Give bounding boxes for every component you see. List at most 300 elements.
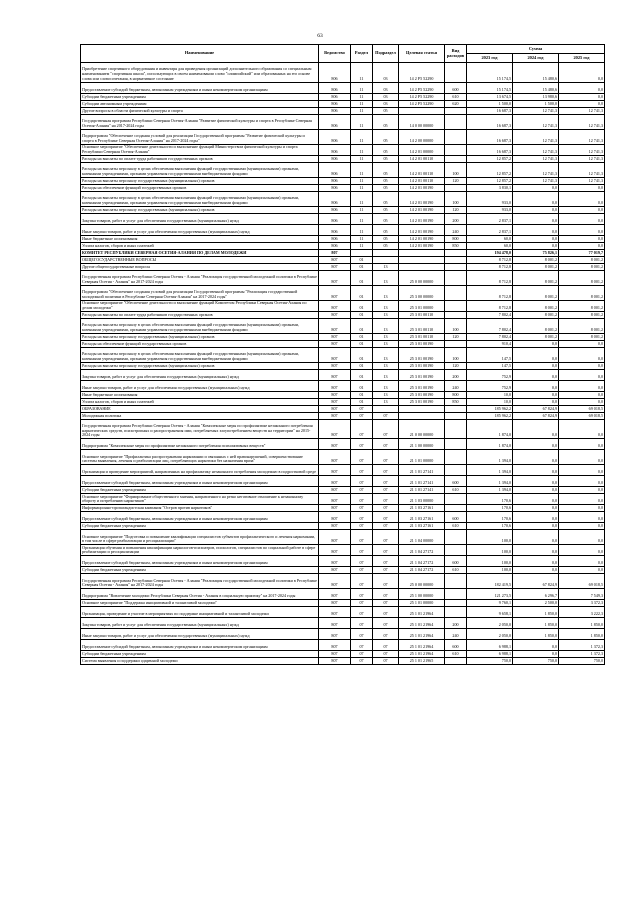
row-name: Расходы на выплаты персоналу в целях обеспечения выполнения функций государственными (муниципальными) органами, казенными учреждениями, органами управления государственными внебюджетными фондами: [81, 191, 319, 206]
row-vr: [445, 300, 467, 311]
row-value-2025: 8 001,2: [559, 300, 605, 311]
row-value-2025: 0,0: [559, 523, 605, 530]
row-value-2025: 12 741,3: [559, 155, 605, 162]
table-row: [81, 242, 605, 249]
table-row: [81, 285, 605, 300]
row-cs: 25 3 01 00190: [399, 362, 445, 369]
row-vr: [445, 340, 467, 347]
row-razdel: 11: [351, 144, 373, 155]
row-vr: [445, 107, 467, 114]
row-ved: 807: [319, 487, 351, 494]
row-value-2025: 0,0: [559, 450, 605, 465]
row-razdel: 07: [351, 494, 373, 505]
row-cs: 25 1 01 00000: [399, 600, 445, 607]
row-name: Закупка товаров, работ и услуг для обеспечения государственных (муниципальных) нужд: [81, 213, 319, 224]
row-razdel: 11: [351, 235, 373, 242]
row-value-2023: 7 802,4: [467, 333, 513, 340]
row-razdel: 01: [351, 311, 373, 318]
row-ved: 807: [319, 285, 351, 300]
row-value-2024: 0,0: [513, 224, 559, 235]
row-name: Предоставление субсидий бюджетным, автономным учреждениям и иным некоммерческим организациям: [81, 476, 319, 487]
row-value-2024: 12 741,3: [513, 114, 559, 129]
row-ved: 807: [319, 318, 351, 333]
table-row: [81, 640, 605, 651]
row-value-2024: 75 826,1: [513, 249, 559, 256]
row-ved: 807: [319, 391, 351, 398]
table-row: [81, 100, 605, 107]
row-name: Государственная программа Республики Северная Осетия - Алания "Реализация государственной молодежной политики в Республике Северная Осетия - Алания" на 2017-2024 годы: [81, 270, 319, 285]
row-podrazdel: 07: [373, 658, 399, 665]
row-razdel: 01: [351, 380, 373, 391]
row-name: Расходы на выплаты персоналу в целях обеспечения выполнения функций государственными (муниципальными) органами, казенными учреждениями, органами управления государственными внебюджетными фондами: [81, 318, 319, 333]
row-value-2024: 0,0: [513, 439, 559, 450]
row-value-2023: 2 837,1: [467, 213, 513, 224]
table-row: [81, 589, 605, 600]
table-row: [81, 155, 605, 162]
row-value-2023: 6 988,1: [467, 651, 513, 658]
row-value-2024: 12 741,3: [513, 107, 559, 114]
row-value-2024: 8 001,2: [513, 285, 559, 300]
row-value-2025: 0,0: [559, 494, 605, 505]
row-razdel: 07: [351, 530, 373, 545]
row-razdel: [351, 249, 373, 256]
row-name: Уплата налогов, сборов и иных платежей: [81, 398, 319, 405]
table-row: [81, 380, 605, 391]
row-value-2025: 69 018,5: [559, 405, 605, 412]
row-value-2024: 0,0: [513, 191, 559, 206]
row-value-2025: 0,0: [559, 512, 605, 523]
row-value-2023: 100,0: [467, 567, 513, 574]
row-razdel: 01: [351, 347, 373, 362]
row-value-2023: 3 830,1: [467, 184, 513, 191]
row-value-2024: 12 741,3: [513, 177, 559, 184]
row-podrazdel: 07: [373, 600, 399, 607]
row-razdel: 11: [351, 129, 373, 144]
header-2025: 2025 год: [559, 54, 605, 63]
row-value-2025: 0,0: [559, 487, 605, 494]
row-name: Приобретение спортивного оборудования и инвентаря для приведения организаций дополнительного образования со специальным наименованием "спортивная школа", использующих в своем наименовании слово "олимпийский" или образованных на его основе слова или словосочетания, в нормативное состояние: [81, 63, 319, 83]
row-cs: [399, 263, 445, 270]
row-value-2024: 8 001,2: [513, 263, 559, 270]
row-vr: [445, 505, 467, 512]
row-vr: 610: [445, 93, 467, 100]
row-podrazdel: 07: [373, 465, 399, 476]
row-ved: 806: [319, 155, 351, 162]
row-vr: [445, 184, 467, 191]
row-ved: 806: [319, 242, 351, 249]
row-value-2024: 0,0: [513, 184, 559, 191]
row-value-2023: 121 273,5: [467, 589, 513, 600]
row-value-2025: 0,0: [559, 476, 605, 487]
row-razdel: 11: [351, 114, 373, 129]
row-ved: 807: [319, 658, 351, 665]
row-razdel: 07: [351, 450, 373, 465]
row-cs: [399, 405, 445, 412]
row-vr: 610: [445, 487, 467, 494]
row-name: Иные закупки товаров, работ и услуг для обеспечения государственных (муниципальных) нужд: [81, 224, 319, 235]
row-vr: [445, 545, 467, 556]
table-row: [81, 300, 605, 311]
row-ved: 807: [319, 505, 351, 512]
row-cs: 14 2 01 00190: [399, 213, 445, 224]
row-name: Субсидии автономным учреждениям: [81, 100, 319, 107]
row-value-2023: 194 478,0: [467, 249, 513, 256]
row-value-2025: 0,0: [559, 465, 605, 476]
header-ved: Ведомство: [319, 45, 351, 63]
row-vr: [445, 600, 467, 607]
row-name: Государственная программа Республики Северная Осетия-Алания "Развитие физической культуры и спорта в Республике Северная Осетия-Алания" на 2017-2024 годы: [81, 114, 319, 129]
row-cs: 14 2 P5 52290: [399, 63, 445, 83]
table-row: [81, 505, 605, 512]
row-vr: 600: [445, 556, 467, 567]
row-razdel: 01: [351, 369, 373, 380]
row-name: Предоставление субсидий бюджетным, автономным учреждениям и иным некоммерческим организациям: [81, 512, 319, 523]
row-cs: 25 3 00 00000: [399, 285, 445, 300]
row-vr: [445, 607, 467, 618]
row-value-2023: 15 174,5: [467, 63, 513, 83]
row-name: Государственная программа Республики Северная Осетия - Алания "Реализация государственной молодежной политики в Республике Северная Осетия - Алания" на 2017-2024 годы: [81, 574, 319, 589]
row-cs: 21 1 04 27172: [399, 545, 445, 556]
row-value-2024: 8 001,2: [513, 300, 559, 311]
row-value-2024: 8 001,2: [513, 311, 559, 318]
row-ved: 807: [319, 450, 351, 465]
row-name: Расходы на обеспечение функций государственных органов: [81, 340, 319, 347]
row-name: Предоставление субсидий бюджетным, автономным учреждениям и иным некоммерческим организациям: [81, 640, 319, 651]
row-value-2023: 8 712,8: [467, 300, 513, 311]
header-summa: Сумма: [467, 45, 605, 54]
row-ved: 807: [319, 523, 351, 530]
row-podrazdel: 05: [373, 129, 399, 144]
row-value-2024: 15 480,6: [513, 63, 559, 83]
table-row: [81, 369, 605, 380]
row-ved: 807: [319, 380, 351, 391]
row-value-2025: 0,0: [559, 191, 605, 206]
row-vr: 200: [445, 618, 467, 629]
row-name: Система выявления и поддержки одаренной молодежи: [81, 658, 319, 665]
row-value-2024: 2 500,0: [513, 600, 559, 607]
table-row: [81, 512, 605, 523]
row-vr: 800: [445, 391, 467, 398]
table-row: [81, 530, 605, 545]
row-cs: 25 1 01 21965: [399, 658, 445, 665]
row-value-2023: 100,0: [467, 530, 513, 545]
row-name: Основное мероприятие "Формирование общественного мнения, направленного на резко негативное отношение к незаконному обороту и потреблению наркотиков": [81, 494, 319, 505]
row-cs: 14 2 P5 52290: [399, 82, 445, 93]
row-value-2023: 8 712,8: [467, 270, 513, 285]
row-ved: 806: [319, 144, 351, 155]
row-ved: 806: [319, 162, 351, 177]
row-razdel: 11: [351, 93, 373, 100]
row-cs: 21 1 03 27161: [399, 505, 445, 512]
row-vr: 240: [445, 224, 467, 235]
row-value-2024: 1 850,0: [513, 618, 559, 629]
row-razdel: 11: [351, 191, 373, 206]
row-razdel: 01: [351, 285, 373, 300]
row-name: Закупка товаров, работ и услуг для обеспечения государственных (муниципальных) нужд: [81, 618, 319, 629]
row-value-2024: 12 741,3: [513, 144, 559, 155]
row-value-2024: 0,0: [513, 494, 559, 505]
row-ved: 807: [319, 494, 351, 505]
table-row: [81, 545, 605, 556]
row-podrazdel: 13: [373, 318, 399, 333]
row-value-2023: 100,0: [467, 556, 513, 567]
row-value-2024: 0,0: [513, 556, 559, 567]
row-razdel: 07: [351, 545, 373, 556]
row-razdel: 11: [351, 155, 373, 162]
row-podrazdel: 07: [373, 412, 399, 419]
row-podrazdel: 13: [373, 369, 399, 380]
row-razdel: 11: [351, 242, 373, 249]
row-podrazdel: 05: [373, 235, 399, 242]
row-value-2023: 2 050,0: [467, 629, 513, 640]
row-value-2024: 0,0: [513, 380, 559, 391]
row-razdel: 07: [351, 419, 373, 439]
table-row: [81, 476, 605, 487]
row-name: Информационно-пропагандистская кампания "Остров против наркотиков": [81, 505, 319, 512]
row-value-2023: 12 857,2: [467, 155, 513, 162]
row-value-2023: 185 962,2: [467, 412, 513, 419]
row-razdel: 01: [351, 362, 373, 369]
row-cs: 25 3 01 00190: [399, 369, 445, 380]
row-value-2024: 8 001,2: [513, 256, 559, 263]
row-cs: 21 1 01 00000: [399, 450, 445, 465]
header-vr: Вид расходов: [445, 45, 467, 63]
row-vr: [445, 263, 467, 270]
row-value-2025: 69 018,5: [559, 412, 605, 419]
row-value-2024: 0,0: [513, 567, 559, 574]
row-razdel: 07: [351, 600, 373, 607]
row-razdel: 07: [351, 658, 373, 665]
row-value-2023: 910,4: [467, 340, 513, 347]
row-podrazdel: 07: [373, 556, 399, 567]
table-row: [81, 249, 605, 256]
row-name: Основное мероприятие "Поддержка инициативной и талантливой молодежи": [81, 600, 319, 607]
row-value-2025: 8 001,2: [559, 256, 605, 263]
row-razdel: 07: [351, 439, 373, 450]
row-name: Расходы на выплаты персоналу государственных (муниципальных) органов: [81, 177, 319, 184]
table-row: [81, 177, 605, 184]
row-vr: [445, 530, 467, 545]
row-vr: [445, 285, 467, 300]
row-razdel: 01: [351, 270, 373, 285]
row-value-2023: 16 687,3: [467, 114, 513, 129]
row-value-2023: 60,0: [467, 235, 513, 242]
row-razdel: 07: [351, 607, 373, 618]
row-cs: 14 2 P5 52290: [399, 100, 445, 107]
row-value-2023: 9 658,1: [467, 607, 513, 618]
row-ved: 806: [319, 82, 351, 93]
row-cs: 25 0 00 00000: [399, 270, 445, 285]
row-vr: 100: [445, 162, 467, 177]
row-vr: 620: [445, 100, 467, 107]
row-cs: 25 3 01 00000: [399, 300, 445, 311]
row-value-2023: 12 857,2: [467, 162, 513, 177]
row-razdel: 07: [351, 629, 373, 640]
row-vr: 120: [445, 206, 467, 213]
row-podrazdel: 05: [373, 177, 399, 184]
table-row: [81, 412, 605, 419]
row-value-2025: 0,0: [559, 213, 605, 224]
row-value-2024: 0,0: [513, 340, 559, 347]
row-vr: 610: [445, 567, 467, 574]
row-value-2025: 0,0: [559, 184, 605, 191]
row-razdel: 07: [351, 640, 373, 651]
row-vr: [445, 311, 467, 318]
row-podrazdel: 05: [373, 206, 399, 213]
table-row: [81, 567, 605, 574]
row-value-2023: 1 500,0: [467, 100, 513, 107]
row-razdel: 01: [351, 391, 373, 398]
row-value-2023: 182 419,5: [467, 574, 513, 589]
row-cs: 14 2 01 00190: [399, 191, 445, 206]
row-ved: 807: [319, 589, 351, 600]
row-ved: 806: [319, 129, 351, 144]
table-row: [81, 162, 605, 177]
table-row: [81, 263, 605, 270]
row-name: Основное мероприятие "Обеспечение деятельности и выполнение функций Комитетом Республики Северная Осетия-Алания по делам молодежи": [81, 300, 319, 311]
row-value-2023: 147,5: [467, 362, 513, 369]
row-cs: 25 1 01 21964: [399, 618, 445, 629]
row-cs: 25 1 00 00000: [399, 589, 445, 600]
row-name: Закупка товаров, работ и услуг для обеспечения государственных (муниципальных) нужд: [81, 369, 319, 380]
row-vr: 120: [445, 177, 467, 184]
row-value-2023: 170,6: [467, 505, 513, 512]
row-cs: 14 2 01 00110: [399, 155, 445, 162]
header-name: Наименование: [81, 45, 319, 63]
row-vr: 600: [445, 640, 467, 651]
row-value-2025: 1 372,3: [559, 651, 605, 658]
row-ved: 807: [319, 340, 351, 347]
row-name: Иные бюджетные ассигнования: [81, 235, 319, 242]
table-row: [81, 333, 605, 340]
row-vr: [445, 439, 467, 450]
row-cs: [399, 249, 445, 256]
row-value-2024: 0,0: [513, 545, 559, 556]
row-value-2024: 13 980,6: [513, 93, 559, 100]
row-value-2024: 0,0: [513, 242, 559, 249]
row-cs: 14 2 01 00190: [399, 206, 445, 213]
row-ved: 807: [319, 640, 351, 651]
row-podrazdel: 03: [373, 82, 399, 93]
row-cs: 21 1 04 27172: [399, 567, 445, 574]
row-ved: 807: [319, 270, 351, 285]
row-podrazdel: 13: [373, 285, 399, 300]
row-name: Основное мероприятие "Обеспечение деятельности и выполнение функций Министерством физической культуры и спорта Республики Северная Осетия-Алания": [81, 144, 319, 155]
row-value-2025: 0,0: [559, 93, 605, 100]
row-value-2025: 69 018,5: [559, 574, 605, 589]
row-podrazdel: 05: [373, 184, 399, 191]
row-vr: 800: [445, 235, 467, 242]
row-value-2025: 0,0: [559, 347, 605, 362]
row-razdel: 11: [351, 162, 373, 177]
row-name: Подпрограмма "Комплексные меры по профилактике незаконного потребления психоактивных веществ": [81, 439, 319, 450]
row-cs: 21 1 00 00000: [399, 439, 445, 450]
row-ved: 807: [319, 369, 351, 380]
table-row: [81, 235, 605, 242]
table-row: [81, 465, 605, 476]
row-vr: 100: [445, 191, 467, 206]
table-row: [81, 658, 605, 665]
row-ved: 806: [319, 213, 351, 224]
row-value-2025: 0,0: [559, 419, 605, 439]
row-value-2024: 0,0: [513, 505, 559, 512]
row-cs: 21 1 01 27141: [399, 476, 445, 487]
row-vr: 600: [445, 512, 467, 523]
row-cs: 21 1 01 27141: [399, 487, 445, 494]
row-podrazdel: 13: [373, 362, 399, 369]
row-value-2023: 185 962,2: [467, 405, 513, 412]
row-cs: 25 3 01 00110: [399, 333, 445, 340]
row-value-2024: 0,0: [513, 523, 559, 530]
row-value-2023: 15 174,5: [467, 82, 513, 93]
row-value-2025: 0,0: [559, 398, 605, 405]
row-value-2023: 10,0: [467, 391, 513, 398]
row-name: Расходы на выплаты персоналу государственных (муниципальных) органов: [81, 333, 319, 340]
row-podrazdel: 13: [373, 398, 399, 405]
table-row: [81, 651, 605, 658]
row-value-2025: 3 372,3: [559, 600, 605, 607]
row-podrazdel: 03: [373, 63, 399, 83]
table-row: [81, 213, 605, 224]
row-podrazdel: 07: [373, 640, 399, 651]
row-value-2025: 0,0: [559, 439, 605, 450]
row-vr: [445, 450, 467, 465]
row-podrazdel: 07: [373, 530, 399, 545]
row-name: Субсидии бюджетным учреждениям: [81, 567, 319, 574]
table-row: [81, 318, 605, 333]
row-razdel: 11: [351, 224, 373, 235]
row-vr: [445, 155, 467, 162]
row-razdel: 11: [351, 177, 373, 184]
row-razdel: 11: [351, 63, 373, 83]
table-row: [81, 184, 605, 191]
row-ved: 806: [319, 63, 351, 83]
row-value-2024: 1 850,0: [513, 629, 559, 640]
header-podrazdel: Подраздел: [373, 45, 399, 63]
row-value-2025: 12 741,3: [559, 162, 605, 177]
row-ved: 807: [319, 651, 351, 658]
row-value-2023: 170,6: [467, 512, 513, 523]
row-cs: [399, 256, 445, 263]
row-name: Другие вопросы в области физической культуры и спорта: [81, 107, 319, 114]
row-podrazdel: 07: [373, 512, 399, 523]
row-value-2025: 12 741,3: [559, 177, 605, 184]
table-row: [81, 607, 605, 618]
row-name: Расходы на обеспечение функций государственных органов: [81, 184, 319, 191]
row-value-2023: 9 760,1: [467, 600, 513, 607]
row-vr: 610: [445, 651, 467, 658]
row-cs: 14 2 01 00110: [399, 162, 445, 177]
row-name: Организация обучения и повышения квалификации наркологов-психиатров, психологов, специалистов по социальной работе в сфере реабилитации и ресоциализации: [81, 545, 319, 556]
row-name: Молодежная политика: [81, 412, 319, 419]
row-ved: 807: [319, 618, 351, 629]
row-value-2023: 1 394,0: [467, 450, 513, 465]
row-value-2023: 16 687,3: [467, 144, 513, 155]
row-vr: [445, 412, 467, 419]
table-row: [81, 191, 605, 206]
row-value-2023: 7 802,4: [467, 318, 513, 333]
table-body: [81, 63, 605, 665]
row-value-2023: 6 988,1: [467, 640, 513, 651]
row-ved: 807: [319, 256, 351, 263]
row-razdel: 07: [351, 574, 373, 589]
table-row: [81, 405, 605, 412]
row-value-2024: 67 824,9: [513, 412, 559, 419]
row-vr: 850: [445, 398, 467, 405]
row-value-2024: 0,0: [513, 235, 559, 242]
table-row: [81, 523, 605, 530]
row-name: Предоставление субсидий бюджетным, автономным учреждениям и иным некоммерческим организациям: [81, 556, 319, 567]
